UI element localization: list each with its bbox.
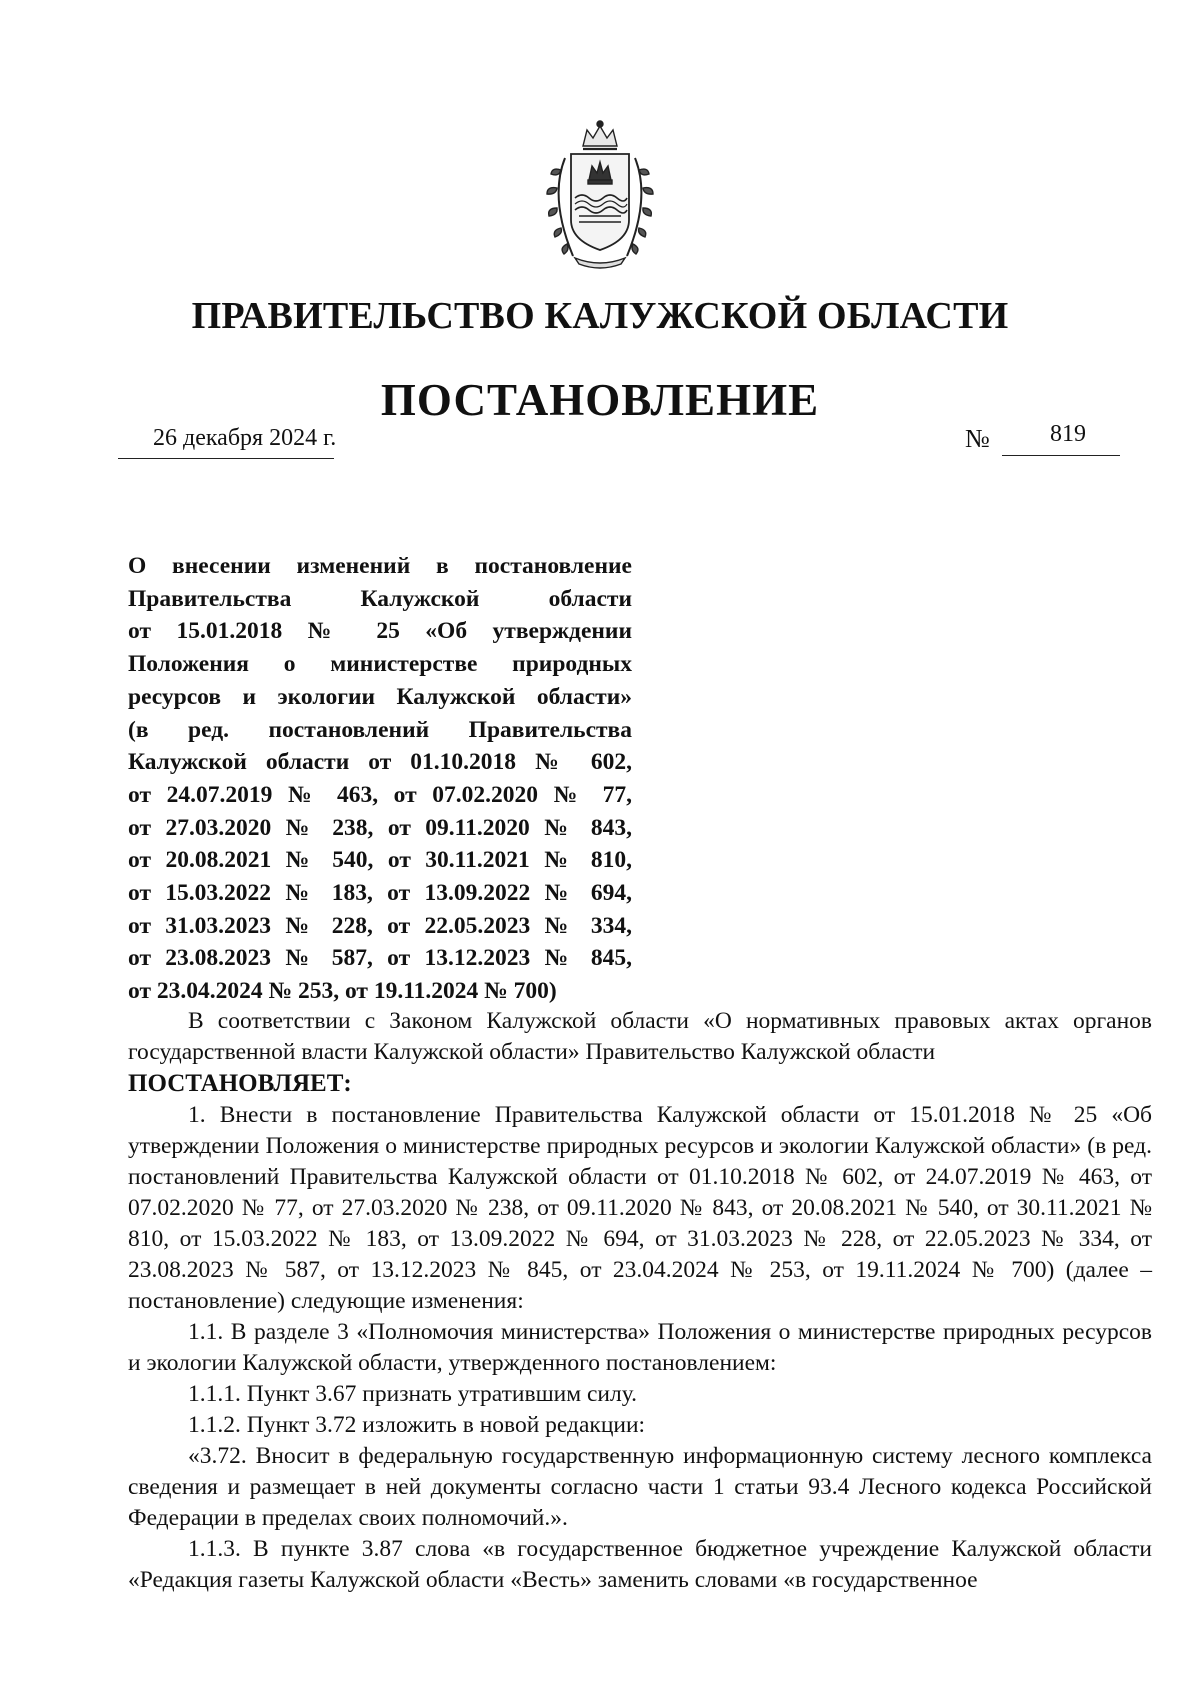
document-subject: [128, 550, 632, 1008]
body-paragraph: 1. Внести в постановление Правительства Калужской области от 15.01.2018 № 25 «Об утверждении Положения о министерстве природных ресурсов и экологии Калужской области» (в ред. постановлений Правительства Калужской области от 01.10.2018 № 602, от 24.07.2019 № 463, от 07.02.2020 № 77, от 27.03.2020 № 238, от 09.11.2020 № 843, от 20.08.2021 № 540, от 30.11.2021 № 810, от 15.03.2022 № 183, от 13.09.2022 № 694, от 31.03.2023 № 228, от 22.05.2023 № 334, от 23.08.2023 № 587, от 13.12.2023 № 845, от 23.04.2024 № 253, от 19.11.2024 № 700) (далее – постановление) следующие изменения:: [128, 1102, 1152, 1314]
number-underline: [1002, 455, 1120, 456]
subject-line: от 20.08.2021 № 540, от 30.11.2021 № 810,: [128, 847, 632, 874]
document-number: 819: [1050, 421, 1086, 447]
subject-line: (в ред. постановлений Правительства: [128, 716, 632, 743]
subject-line: О внесении изменений в постановление: [128, 553, 632, 579]
subject-line: от 23.08.2023 № 587, от 13.12.2023 № 845,: [128, 945, 632, 972]
body-paragraph: 1.1.1. Пункт 3.67 признать утратившим силу.: [188, 1381, 637, 1407]
subject-line: от 23.04.2024 № 253, от 19.11.2024 № 700): [128, 978, 557, 1005]
body-paragraph: «3.72. Вносит в федеральную государственную информационную систему лесного комплекса сведения и размещает в ней документы согласно части 1 статьи 93.4 Лесного кодекса Российской Федерации в пределах своих полномочий.».: [128, 1443, 1152, 1531]
document-type-title: ПОСТАНОВЛЕНИЕ: [380, 375, 820, 425]
number-sign: №: [965, 424, 990, 453]
organization-title: ПРАВИТЕЛЬСТВО КАЛУЖСКОЙ ОБЛАСТИ: [191, 295, 1009, 337]
subject-line: от 24.07.2019 № 463, от 07.02.2020 № 77,: [128, 781, 632, 808]
subject-line: Правительства Калужской области: [128, 585, 632, 612]
coat-of-arms-icon: [535, 118, 665, 270]
subject-line: от 15.01.2018 № 25 «Об утверждении: [128, 618, 632, 645]
subject-line: ресурсов и экологии Калужской области»: [128, 683, 632, 710]
preamble-paragraph: В соответствии с Законом Калужской области «О нормативных правовых актах органов государственной власти Калужской области» Правительство Калужской области: [128, 1008, 1152, 1065]
body-paragraph: 1.1.3. В пункте 3.87 слова «в государственное бюджетное учреждение Калужской области «Редакция газеты Калужской области «Весть» заменить словами «в государственное: [128, 1536, 1152, 1593]
body-paragraph: 1.1. В разделе 3 «Полномочия министерства» Положения о министерстве природных ресурсов и экологии Калужской области, утвержденного постановлением:: [128, 1319, 1152, 1376]
subject-line: от 31.03.2023 № 228, от 22.05.2023 № 334,: [128, 912, 632, 939]
resolves-keyword: ПОСТАНОВЛЯЕТ:: [128, 1070, 352, 1097]
document-body: [128, 1006, 1152, 1596]
subject-line: Калужской области от 01.10.2018 № 602,: [128, 749, 632, 776]
date-underline: [118, 458, 334, 459]
subject-line: Положения о министерстве природных: [128, 651, 632, 678]
subject-line: от 15.03.2022 № 183, от 13.09.2022 № 694,: [128, 880, 632, 907]
document-date: 26 декабря 2024 г.: [153, 425, 337, 451]
subject-line: от 27.03.2020 № 238, от 09.11.2020 № 843,: [128, 814, 632, 841]
body-paragraph: 1.1.2. Пункт 3.72 изложить в новой редакции:: [188, 1412, 646, 1438]
